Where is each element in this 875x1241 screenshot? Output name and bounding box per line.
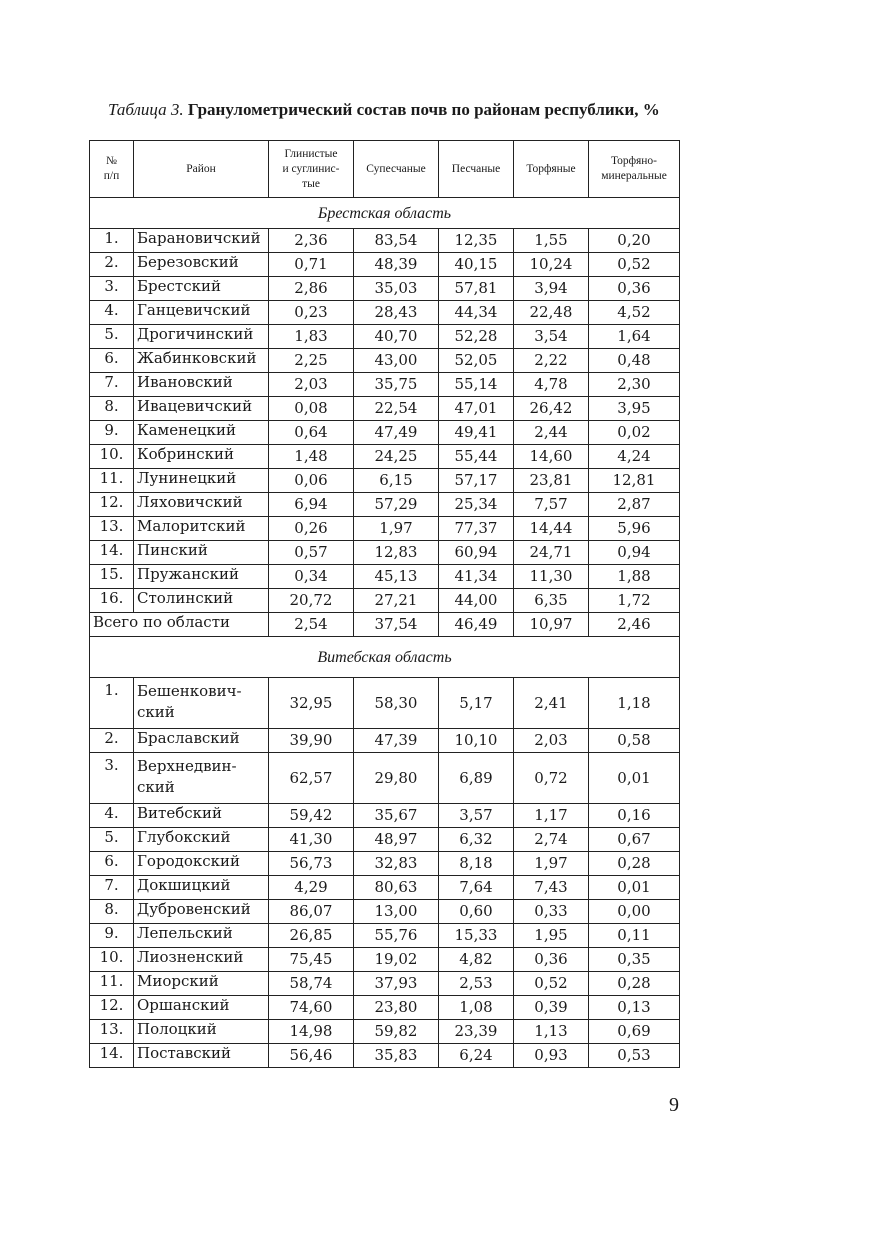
district-name: Поставский bbox=[134, 1044, 269, 1068]
clay-value: 26,85 bbox=[269, 924, 354, 948]
row-number: 14. bbox=[90, 1044, 134, 1068]
sandy-loam-value: 48,39 bbox=[354, 253, 439, 277]
table-row bbox=[90, 1044, 680, 1068]
sandy-loam-value: 1,97 bbox=[354, 517, 439, 541]
sandy-value: 49,41 bbox=[439, 421, 514, 445]
district-name: Городокский bbox=[134, 852, 269, 876]
peat-value: 14,44 bbox=[514, 517, 589, 541]
clay-value: 0,06 bbox=[269, 469, 354, 493]
sandy-value: 7,64 bbox=[439, 876, 514, 900]
row-number: 3. bbox=[90, 277, 134, 301]
row-number: 10. bbox=[90, 948, 134, 972]
district-name: Ляховичский bbox=[134, 493, 269, 517]
peat-mineral-value: 1,72 bbox=[589, 589, 680, 613]
table-row bbox=[90, 445, 680, 469]
sandy-loam-value: 37,93 bbox=[354, 972, 439, 996]
row-number: 11. bbox=[90, 972, 134, 996]
total-value: 2,46 bbox=[589, 613, 680, 637]
clay-value: 0,26 bbox=[269, 517, 354, 541]
row-number: 1. bbox=[90, 229, 134, 253]
row-number: 16. bbox=[90, 589, 134, 613]
peat-mineral-value: 0,67 bbox=[589, 828, 680, 852]
clay-value: 75,45 bbox=[269, 948, 354, 972]
peat-value: 3,54 bbox=[514, 325, 589, 349]
peat-value: 24,71 bbox=[514, 541, 589, 565]
district-name: Глубокский bbox=[134, 828, 269, 852]
peat-value: 1,95 bbox=[514, 924, 589, 948]
peat-value: 0,33 bbox=[514, 900, 589, 924]
table-caption bbox=[108, 100, 728, 120]
row-number: 12. bbox=[90, 493, 134, 517]
section-title: Брестская область bbox=[90, 198, 680, 229]
sandy-value: 25,34 bbox=[439, 493, 514, 517]
header-num: № п/п bbox=[90, 141, 134, 198]
section-title: Витебская область bbox=[90, 637, 680, 678]
peat-mineral-value: 0,20 bbox=[589, 229, 680, 253]
clay-value: 1,48 bbox=[269, 445, 354, 469]
sandy-loam-value: 28,43 bbox=[354, 301, 439, 325]
sandy-value: 15,33 bbox=[439, 924, 514, 948]
peat-value: 1,55 bbox=[514, 229, 589, 253]
row-number: 10. bbox=[90, 445, 134, 469]
district-name: Лунинецкий bbox=[134, 469, 269, 493]
header-peat-mineral: Торфяно- минеральные bbox=[589, 141, 680, 198]
sandy-loam-value: 22,54 bbox=[354, 397, 439, 421]
district-name: Лиозненский bbox=[134, 948, 269, 972]
table-row bbox=[90, 876, 680, 900]
total-row bbox=[90, 613, 680, 637]
row-number: 5. bbox=[90, 325, 134, 349]
clay-value: 4,29 bbox=[269, 876, 354, 900]
sandy-loam-value: 19,02 bbox=[354, 948, 439, 972]
peat-mineral-value: 0,13 bbox=[589, 996, 680, 1020]
sandy-loam-value: 47,39 bbox=[354, 729, 439, 753]
peat-mineral-value: 0,01 bbox=[589, 876, 680, 900]
peat-mineral-value: 12,81 bbox=[589, 469, 680, 493]
table-row bbox=[90, 325, 680, 349]
district-name: Березовский bbox=[134, 253, 269, 277]
row-number: 7. bbox=[90, 373, 134, 397]
clay-value: 59,42 bbox=[269, 804, 354, 828]
peat-value: 22,48 bbox=[514, 301, 589, 325]
sandy-loam-value: 40,70 bbox=[354, 325, 439, 349]
total-label: Всего по области bbox=[90, 613, 269, 637]
district-name: Жабинковский bbox=[134, 349, 269, 373]
sandy-value: 2,53 bbox=[439, 972, 514, 996]
peat-mineral-value: 3,95 bbox=[589, 397, 680, 421]
header-district: Район bbox=[134, 141, 269, 198]
header-peat: Торфяные bbox=[514, 141, 589, 198]
sandy-value: 57,17 bbox=[439, 469, 514, 493]
sandy-value: 5,17 bbox=[439, 678, 514, 729]
table-row bbox=[90, 349, 680, 373]
peat-mineral-value: 0,48 bbox=[589, 349, 680, 373]
clay-value: 32,95 bbox=[269, 678, 354, 729]
sandy-value: 77,37 bbox=[439, 517, 514, 541]
sandy-loam-value: 55,76 bbox=[354, 924, 439, 948]
row-number: 15. bbox=[90, 565, 134, 589]
clay-value: 6,94 bbox=[269, 493, 354, 517]
clay-value: 41,30 bbox=[269, 828, 354, 852]
sandy-loam-value: 35,83 bbox=[354, 1044, 439, 1068]
peat-mineral-value: 4,24 bbox=[589, 445, 680, 469]
peat-value: 2,03 bbox=[514, 729, 589, 753]
row-number: 13. bbox=[90, 517, 134, 541]
peat-value: 0,36 bbox=[514, 948, 589, 972]
sandy-loam-value: 35,67 bbox=[354, 804, 439, 828]
peat-value: 2,41 bbox=[514, 678, 589, 729]
table-row bbox=[90, 972, 680, 996]
table-row bbox=[90, 729, 680, 753]
caption-label: Таблица 3. bbox=[108, 100, 184, 119]
sandy-value: 47,01 bbox=[439, 397, 514, 421]
table-row bbox=[90, 229, 680, 253]
soil-composition-table bbox=[89, 140, 680, 1068]
row-number: 14. bbox=[90, 541, 134, 565]
peat-mineral-value: 1,64 bbox=[589, 325, 680, 349]
row-number: 11. bbox=[90, 469, 134, 493]
sandy-loam-value: 47,49 bbox=[354, 421, 439, 445]
clay-value: 0,23 bbox=[269, 301, 354, 325]
peat-value: 7,43 bbox=[514, 876, 589, 900]
sandy-value: 60,94 bbox=[439, 541, 514, 565]
sandy-value: 0,60 bbox=[439, 900, 514, 924]
row-number: 3. bbox=[90, 753, 134, 804]
table-row bbox=[90, 804, 680, 828]
sandy-value: 4,82 bbox=[439, 948, 514, 972]
table-row bbox=[90, 900, 680, 924]
table-row bbox=[90, 678, 680, 729]
peat-value: 23,81 bbox=[514, 469, 589, 493]
sandy-loam-value: 32,83 bbox=[354, 852, 439, 876]
peat-mineral-value: 0,11 bbox=[589, 924, 680, 948]
table-row bbox=[90, 996, 680, 1020]
peat-value: 26,42 bbox=[514, 397, 589, 421]
district-name: Полоцкий bbox=[134, 1020, 269, 1044]
peat-value: 0,72 bbox=[514, 753, 589, 804]
sandy-value: 8,18 bbox=[439, 852, 514, 876]
clay-value: 2,36 bbox=[269, 229, 354, 253]
total-value: 2,54 bbox=[269, 613, 354, 637]
district-name bbox=[134, 678, 269, 729]
district-name: Столинский bbox=[134, 589, 269, 613]
clay-value: 74,60 bbox=[269, 996, 354, 1020]
peat-mineral-value: 0,00 bbox=[589, 900, 680, 924]
row-number: 5. bbox=[90, 828, 134, 852]
clay-value: 0,57 bbox=[269, 541, 354, 565]
header-sandy-loam: Супесчаные bbox=[354, 141, 439, 198]
sandy-loam-value: 43,00 bbox=[354, 349, 439, 373]
header-clay: Глинистые и суглинис- тые bbox=[269, 141, 354, 198]
sandy-loam-value: 13,00 bbox=[354, 900, 439, 924]
peat-value: 0,39 bbox=[514, 996, 589, 1020]
sandy-loam-value: 58,30 bbox=[354, 678, 439, 729]
sandy-value: 6,89 bbox=[439, 753, 514, 804]
peat-mineral-value: 0,69 bbox=[589, 1020, 680, 1044]
district-name-part: Бешенкович- bbox=[137, 682, 242, 700]
clay-value: 58,74 bbox=[269, 972, 354, 996]
total-value: 46,49 bbox=[439, 613, 514, 637]
clay-value: 56,46 bbox=[269, 1044, 354, 1068]
peat-value: 6,35 bbox=[514, 589, 589, 613]
clay-value: 2,03 bbox=[269, 373, 354, 397]
peat-mineral-value: 0,16 bbox=[589, 804, 680, 828]
clay-value: 0,08 bbox=[269, 397, 354, 421]
peat-value: 2,74 bbox=[514, 828, 589, 852]
table-row bbox=[90, 1020, 680, 1044]
sandy-value: 40,15 bbox=[439, 253, 514, 277]
peat-value: 0,93 bbox=[514, 1044, 589, 1068]
row-number: 8. bbox=[90, 900, 134, 924]
clay-value: 1,83 bbox=[269, 325, 354, 349]
sandy-loam-value: 35,75 bbox=[354, 373, 439, 397]
peat-value: 11,30 bbox=[514, 565, 589, 589]
table-row bbox=[90, 373, 680, 397]
peat-value: 10,24 bbox=[514, 253, 589, 277]
row-number: 4. bbox=[90, 301, 134, 325]
page-number: 9 bbox=[669, 1094, 679, 1116]
sandy-value: 55,14 bbox=[439, 373, 514, 397]
district-name: Малоритский bbox=[134, 517, 269, 541]
clay-value: 86,07 bbox=[269, 900, 354, 924]
table-row bbox=[90, 753, 680, 804]
peat-value: 2,22 bbox=[514, 349, 589, 373]
sandy-loam-value: 83,54 bbox=[354, 229, 439, 253]
clay-value: 0,34 bbox=[269, 565, 354, 589]
district-name: Кобринский bbox=[134, 445, 269, 469]
sandy-value: 6,24 bbox=[439, 1044, 514, 1068]
section-header-row bbox=[90, 637, 680, 678]
clay-value: 39,90 bbox=[269, 729, 354, 753]
sandy-loam-value: 6,15 bbox=[354, 469, 439, 493]
sandy-loam-value: 57,29 bbox=[354, 493, 439, 517]
table-row bbox=[90, 301, 680, 325]
peat-mineral-value: 0,58 bbox=[589, 729, 680, 753]
peat-value: 1,13 bbox=[514, 1020, 589, 1044]
row-number: 6. bbox=[90, 852, 134, 876]
sandy-loam-value: 23,80 bbox=[354, 996, 439, 1020]
district-name: Браславский bbox=[134, 729, 269, 753]
clay-value: 14,98 bbox=[269, 1020, 354, 1044]
district-name: Лепельский bbox=[134, 924, 269, 948]
row-number: 7. bbox=[90, 876, 134, 900]
table-row bbox=[90, 421, 680, 445]
sandy-loam-value: 12,83 bbox=[354, 541, 439, 565]
clay-value: 0,71 bbox=[269, 253, 354, 277]
table-row bbox=[90, 589, 680, 613]
peat-value: 1,17 bbox=[514, 804, 589, 828]
sandy-value: 41,34 bbox=[439, 565, 514, 589]
peat-value: 14,60 bbox=[514, 445, 589, 469]
clay-value: 20,72 bbox=[269, 589, 354, 613]
peat-mineral-value: 0,01 bbox=[589, 753, 680, 804]
peat-mineral-value: 0,53 bbox=[589, 1044, 680, 1068]
peat-mineral-value: 0,35 bbox=[589, 948, 680, 972]
table-row bbox=[90, 253, 680, 277]
row-number: 4. bbox=[90, 804, 134, 828]
row-number: 2. bbox=[90, 253, 134, 277]
peat-mineral-value: 0,36 bbox=[589, 277, 680, 301]
peat-mineral-value: 4,52 bbox=[589, 301, 680, 325]
sandy-value: 6,32 bbox=[439, 828, 514, 852]
row-number: 13. bbox=[90, 1020, 134, 1044]
district-name: Ганцевичский bbox=[134, 301, 269, 325]
peat-mineral-value: 1,88 bbox=[589, 565, 680, 589]
sandy-value: 44,00 bbox=[439, 589, 514, 613]
clay-value: 62,57 bbox=[269, 753, 354, 804]
peat-mineral-value: 0,02 bbox=[589, 421, 680, 445]
header-sandy: Песчаные bbox=[439, 141, 514, 198]
sandy-value: 10,10 bbox=[439, 729, 514, 753]
section-header-row bbox=[90, 198, 680, 229]
sandy-value: 57,81 bbox=[439, 277, 514, 301]
district-name-part: ский bbox=[137, 703, 175, 721]
peat-value: 0,52 bbox=[514, 972, 589, 996]
clay-value: 2,86 bbox=[269, 277, 354, 301]
clay-value: 0,64 bbox=[269, 421, 354, 445]
sandy-loam-value: 35,03 bbox=[354, 277, 439, 301]
sandy-value: 23,39 bbox=[439, 1020, 514, 1044]
peat-mineral-value: 1,18 bbox=[589, 678, 680, 729]
district-name: Ивановский bbox=[134, 373, 269, 397]
row-number: 2. bbox=[90, 729, 134, 753]
table-row bbox=[90, 565, 680, 589]
total-value: 37,54 bbox=[354, 613, 439, 637]
table-row bbox=[90, 397, 680, 421]
peat-value: 4,78 bbox=[514, 373, 589, 397]
sandy-value: 12,35 bbox=[439, 229, 514, 253]
district-name bbox=[134, 753, 269, 804]
row-number: 8. bbox=[90, 397, 134, 421]
table-row bbox=[90, 517, 680, 541]
sandy-value: 3,57 bbox=[439, 804, 514, 828]
row-number: 9. bbox=[90, 924, 134, 948]
district-name: Барановичский bbox=[134, 229, 269, 253]
table-body bbox=[90, 198, 680, 1068]
district-name: Миорский bbox=[134, 972, 269, 996]
district-name-part: ский bbox=[137, 778, 175, 796]
header-row bbox=[90, 141, 680, 198]
sandy-loam-value: 45,13 bbox=[354, 565, 439, 589]
caption-title: Гранулометрический состав почв по районам республики, % bbox=[187, 100, 660, 119]
district-name: Брестский bbox=[134, 277, 269, 301]
district-name-part: Верхнедвин- bbox=[137, 757, 237, 775]
district-name: Дубровенский bbox=[134, 900, 269, 924]
peat-mineral-value: 2,87 bbox=[589, 493, 680, 517]
peat-mineral-value: 0,94 bbox=[589, 541, 680, 565]
sandy-loam-value: 24,25 bbox=[354, 445, 439, 469]
table-row bbox=[90, 948, 680, 972]
peat-mineral-value: 0,52 bbox=[589, 253, 680, 277]
district-name: Пинский bbox=[134, 541, 269, 565]
table-row bbox=[90, 469, 680, 493]
peat-mineral-value: 2,30 bbox=[589, 373, 680, 397]
sandy-loam-value: 48,97 bbox=[354, 828, 439, 852]
peat-mineral-value: 0,28 bbox=[589, 852, 680, 876]
table-row bbox=[90, 924, 680, 948]
sandy-loam-value: 80,63 bbox=[354, 876, 439, 900]
sandy-value: 55,44 bbox=[439, 445, 514, 469]
district-name: Дрогичинский bbox=[134, 325, 269, 349]
row-number: 6. bbox=[90, 349, 134, 373]
district-name: Докшицкий bbox=[134, 876, 269, 900]
district-name: Пружанский bbox=[134, 565, 269, 589]
sandy-loam-value: 59,82 bbox=[354, 1020, 439, 1044]
sandy-value: 52,28 bbox=[439, 325, 514, 349]
sandy-value: 1,08 bbox=[439, 996, 514, 1020]
row-number: 12. bbox=[90, 996, 134, 1020]
total-value: 10,97 bbox=[514, 613, 589, 637]
clay-value: 2,25 bbox=[269, 349, 354, 373]
peat-mineral-value: 5,96 bbox=[589, 517, 680, 541]
sandy-value: 52,05 bbox=[439, 349, 514, 373]
district-name: Витебский bbox=[134, 804, 269, 828]
table-row bbox=[90, 493, 680, 517]
district-name: Каменецкий bbox=[134, 421, 269, 445]
district-name: Оршанский bbox=[134, 996, 269, 1020]
sandy-loam-value: 27,21 bbox=[354, 589, 439, 613]
peat-value: 1,97 bbox=[514, 852, 589, 876]
row-number: 9. bbox=[90, 421, 134, 445]
peat-mineral-value: 0,28 bbox=[589, 972, 680, 996]
table-row bbox=[90, 828, 680, 852]
sandy-loam-value: 29,80 bbox=[354, 753, 439, 804]
table-row bbox=[90, 541, 680, 565]
table-row bbox=[90, 852, 680, 876]
clay-value: 56,73 bbox=[269, 852, 354, 876]
sandy-value: 44,34 bbox=[439, 301, 514, 325]
peat-value: 7,57 bbox=[514, 493, 589, 517]
row-number: 1. bbox=[90, 678, 134, 729]
peat-value: 3,94 bbox=[514, 277, 589, 301]
peat-value: 2,44 bbox=[514, 421, 589, 445]
district-name: Ивацевичский bbox=[134, 397, 269, 421]
table-row bbox=[90, 277, 680, 301]
